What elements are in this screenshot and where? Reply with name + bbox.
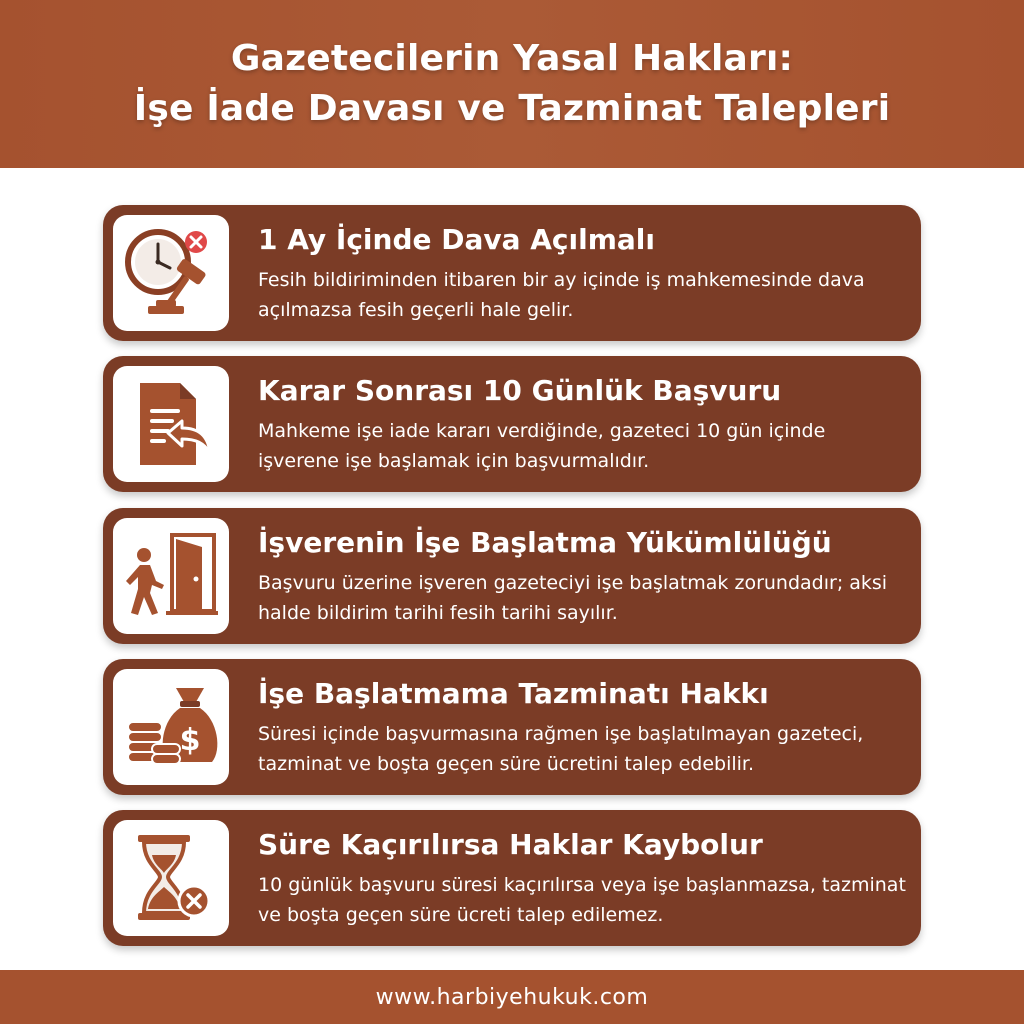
card-description: Mahkeme işe iade kararı verdiğinde, gazeteci 10 gün içinde işverene işe başlamak için başvurmalıdır. xyxy=(258,420,826,472)
info-card-2 xyxy=(103,356,921,492)
card-title: İşe Başlatmama Tazminatı Hakkı xyxy=(258,677,769,710)
card-description: 10 günlük başvuru süresi kaçırılırsa veya işe başlanmazsa, tazminat ve boşta geçen süre ücreti talep edilemez. xyxy=(258,874,906,926)
header-banner xyxy=(0,0,1024,168)
page-title-line1: Gazetecilerin Yasal Hakları: xyxy=(230,38,794,79)
website-link[interactable]: www.harbiyehukuk.com xyxy=(375,984,649,1010)
card-title: 1 Ay İçinde Dava Açılmalı xyxy=(258,223,655,256)
card-title: İşverenin İşe Başlatma Yükümlülüğü xyxy=(258,526,832,559)
info-card-5 xyxy=(103,810,921,946)
svg-text:$: $ xyxy=(179,723,201,758)
card-title: Süre Kaçırılırsa Haklar Kaybolur xyxy=(258,828,763,861)
document-return-icon xyxy=(113,366,229,482)
hourglass-cancel-icon xyxy=(113,820,229,936)
page-title-line2: İşe İade Davası ve Tazminat Talepleri xyxy=(133,88,891,129)
card-description: Fesih bildiriminden itibaren bir ay içinde iş mahkemesinde dava açılmazsa fesih geçerli hale gelir. xyxy=(258,269,865,321)
clock-gavel-icon xyxy=(113,215,229,331)
card-description: Başvuru üzerine işveren gazeteciyi işe başlatmak zorundadır; aksi halde bildirim tarihi fesih tarihi sayılır. xyxy=(258,572,888,624)
person-door-icon xyxy=(113,518,229,634)
card-title: Karar Sonrası 10 Günlük Başvuru xyxy=(258,374,782,407)
info-card-4 xyxy=(103,659,921,795)
info-card-1 xyxy=(103,205,921,341)
money-bag-icon xyxy=(113,669,229,785)
card-description: Süresi içinde başvurmasına rağmen işe başlatılmayan gazeteci, tazminat ve boşta geçen süre ücretini talep edebilir. xyxy=(258,723,864,775)
info-card-3 xyxy=(103,508,921,644)
footer-bar xyxy=(0,970,1024,1024)
